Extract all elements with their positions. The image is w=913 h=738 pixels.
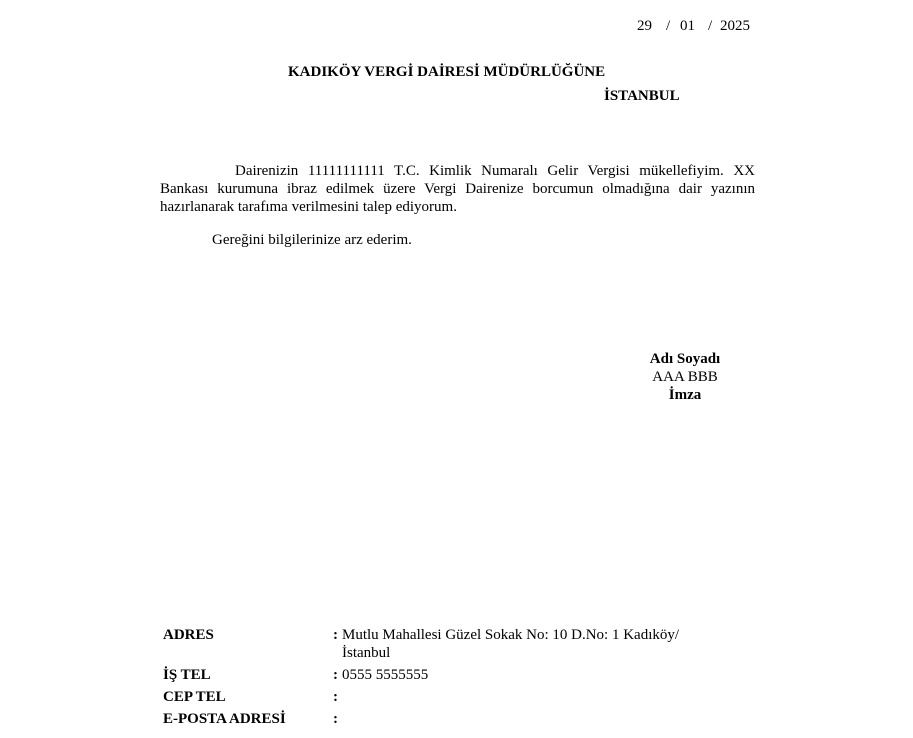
date-year: 2025 <box>720 18 750 34</box>
address-line-1: Mutlu Mahallesi Güzel Sokak No: 10 D.No: 1 Kadıköy/ <box>342 627 680 643</box>
request-paragraph: Dairenizin 11111111111 T.C. Kimlik Numaralı Gelir Vergisi mükellefiyim. XX Bankası kurumuna ibraz edilmek üzere Vergi Dairenize borcumun olmadığına dair yazının hazırlanarak tarafıma verilmesini talep ediyorum. <box>160 163 755 215</box>
date <box>637 17 750 35</box>
work-phone-label: İŞ TEL <box>163 667 211 683</box>
date-month: 01 <box>680 18 695 34</box>
work-phone-value: 0555 5555555 <box>342 667 429 683</box>
mobile-phone-colon: : <box>333 689 338 705</box>
address-colon: : <box>333 627 338 643</box>
date-separator: / <box>666 18 671 34</box>
signature-name-label: Adı Soyadı <box>649 351 721 367</box>
address-label: ADRES <box>163 627 214 643</box>
closing-sentence: Gereğini bilgilerinize arz ederim. <box>212 232 412 248</box>
signature-sign-label: İmza <box>668 387 702 403</box>
signature-block <box>635 350 735 404</box>
date-day: 29 <box>637 18 652 34</box>
signature-name: AAA BBB <box>652 369 718 385</box>
email-label: E-POSTA ADRESİ <box>163 711 286 727</box>
office-title: KADIKÖY VERGİ DAİRESİ MÜDÜRLÜĞÜNE <box>288 64 606 80</box>
email-colon: : <box>333 711 338 727</box>
work-phone-colon: : <box>333 667 338 683</box>
date-separator: / <box>708 18 713 34</box>
city-title: İSTANBUL <box>604 88 680 104</box>
mobile-phone-label: CEP TEL <box>163 689 226 705</box>
address-line-2: İstanbul <box>342 645 391 661</box>
